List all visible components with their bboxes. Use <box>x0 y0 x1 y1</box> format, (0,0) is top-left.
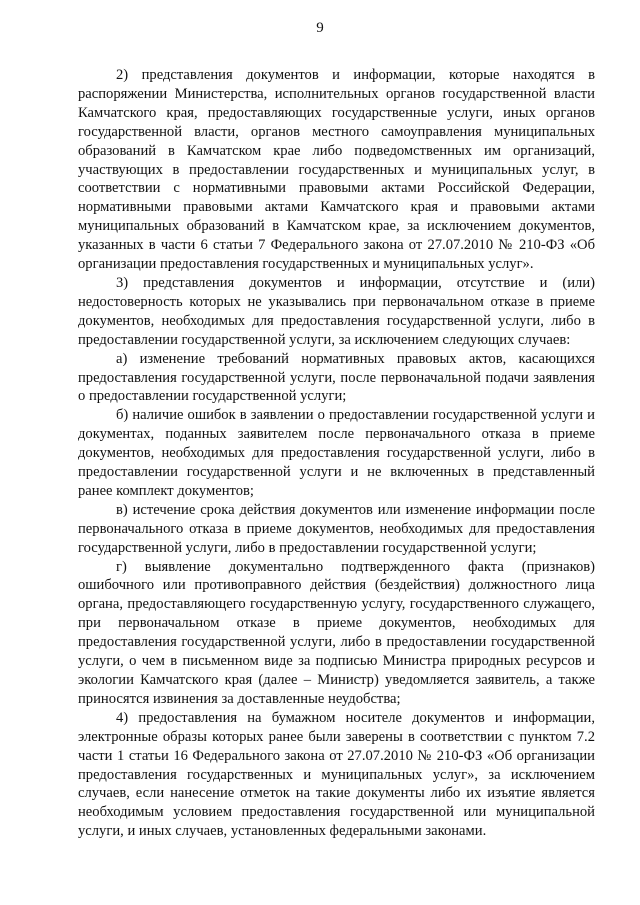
page-number: 9 <box>316 20 324 36</box>
paragraph-item-2: 2) представления документов и информации, которые находятся в распоряжении Министерства, исполнительных органов государственной власти Камчатского края, предоставляющих государственные услуги, иных органов государственной власти, органов местного самоуправления муниципальных образований в Камчатском крае либо подведомственных им организаций, участвующих в предоставлении государственных и муниципальных услуг, в соответствии с нормативными правовыми актами Российской Федерации, нормативными правовыми актами Камчатского края и правовыми актами муниципальных образований в Камчатском крае, за исключением документов, указанных в части 6 статьи 7 Федерального закона от 27.07.2010 № 210-ФЗ «Об организации предоставления государственных и муниципальных услуг». <box>78 67 595 273</box>
paragraph-subitem-g: г) выявление документально подтвержденного факта (признаков) ошибочного или противоправного действия (бездействия) должностного лица органа, предоставляющего государственную услугу, государственного служащего, при первоначальном отказе в приеме документов, необходимых для предоставления государственной услуги, либо в предоставлении государственной услуги, о чем в письменном виде за подписью Министра природных ресурсов и экологии Камчатского края (далее – Министр) уведомляется заявитель, а также приносятся извинения за доставленные неудобства; <box>78 558 595 707</box>
paragraph-item-3: 3) представления документов и информации, отсутствие и (или) недостоверность которых не указывались при первоначальном отказе в приеме документов, необходимых для предоставления государственной услуги, либо в предоставлении государственной услуги, за исключением следующих случаев: <box>78 274 595 348</box>
document-body <box>78 66 595 841</box>
paragraph-subitem-b: б) наличие ошибок в заявлении о предоставлении государственной услуги и документах, поданных заявителем после первоначального отказа в приеме документов, необходимых для предоставления государственной услуги, либо в предоставлении государственной услуги и не включенных в представленный ранее комплект документов; <box>78 407 595 499</box>
paragraph-subitem-v: в) истечение срока действия документов или изменение информации после первоначального отказа в приеме документов, необходимых для предоставления государственной услуги, либо в предоставлении государственной услуги; <box>78 501 595 556</box>
paragraph-subitem-a: а) изменение требований нормативных правовых актов, касающихся предоставления государственной услуги, после первоначальной подачи заявления о предоставлении государственной услуги; <box>78 350 595 405</box>
paragraph-item-4: 4) предоставления на бумажном носителе документов и информации, электронные образы которых ранее были заверены в соответствии с пунктом 7.2 части 1 статьи 16 Федерального закона от 27.07.2010 № 210-ФЗ «Об организации предоставления государственных и муниципальных услуг», за исключением случаев, если нанесение отметок на такие документы либо их изъятие является необходимым условием предоставления государственной или муниципальной услуги, и иных случаев, установленных федеральными законами. <box>78 709 595 840</box>
